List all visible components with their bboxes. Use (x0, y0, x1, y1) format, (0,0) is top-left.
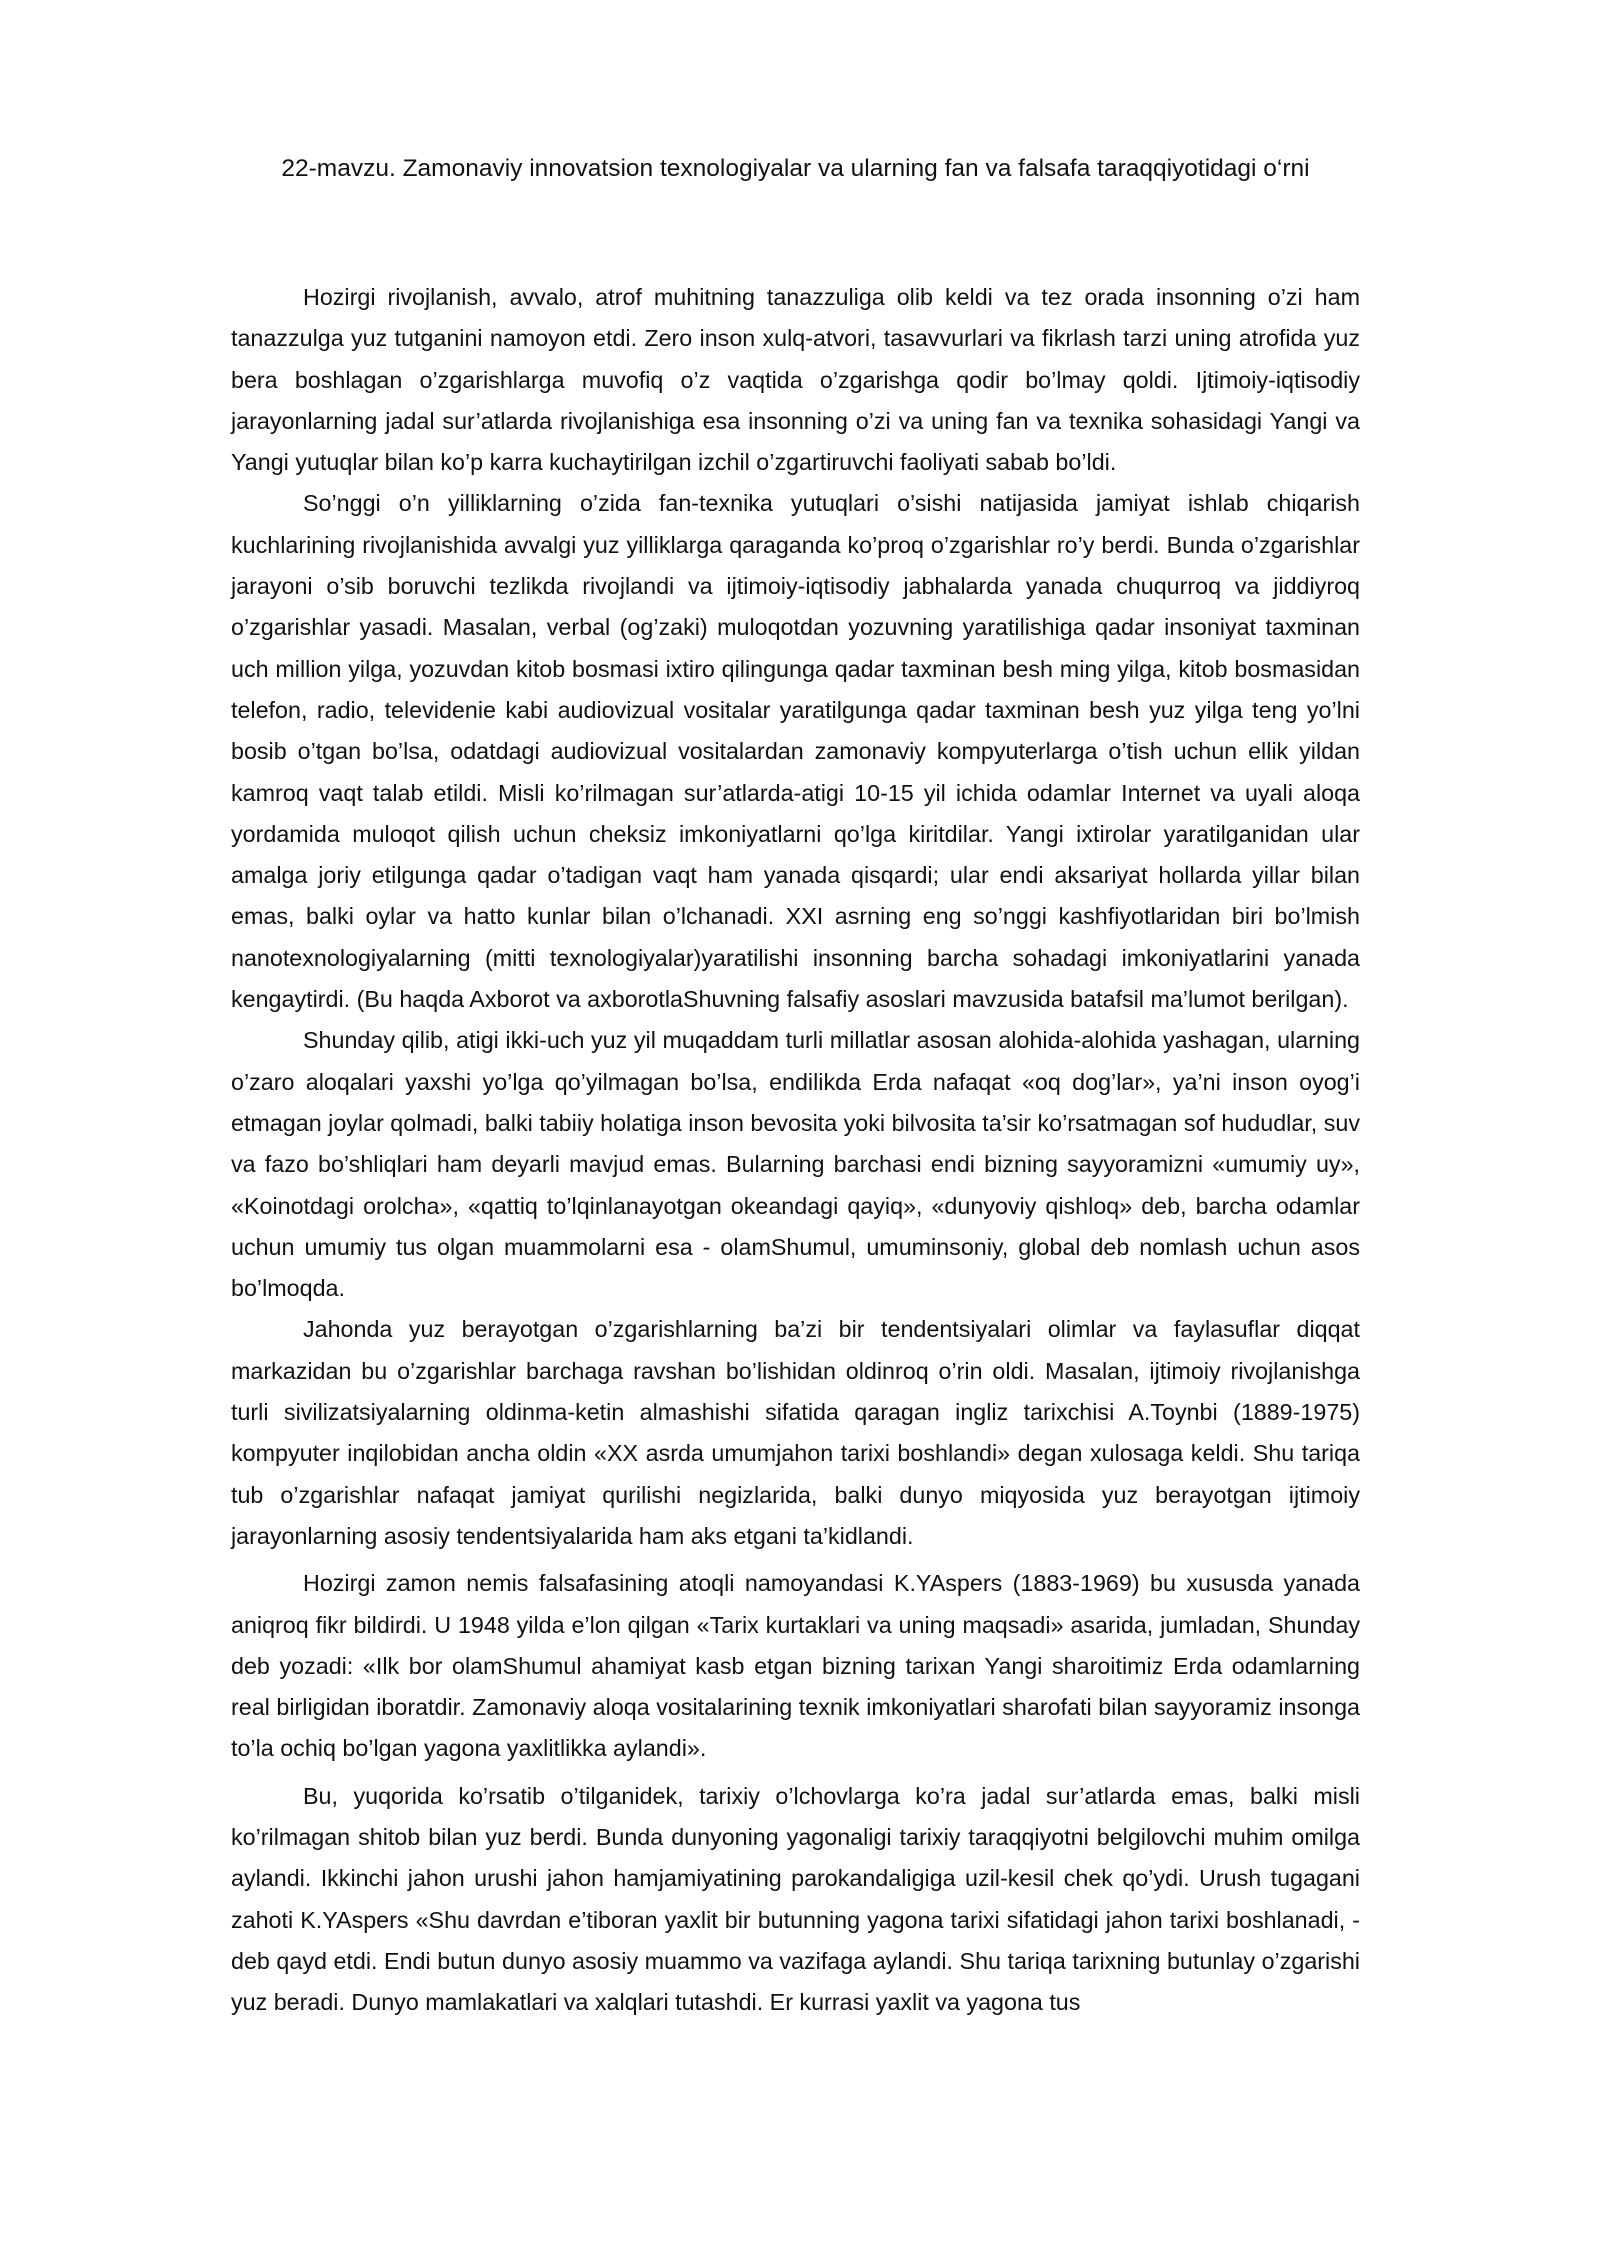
paragraph-6: Bu, yuqorida ko’rsatib o’tilganidek, tarixiy o’lchovlarga ko’ra jadal sur’atlarda emas, balki misli ko’rilmagan shitob bilan yuz berdi. Bunda dunyoning yagonaligi tarixiy taraqqiyotni belgilovchi muhim omilga aylandi. Ikkinchi jahon urushi jahon hamjamiyatining parokandaligiga uzil-kesil chek qo’ydi. Urush tugagani zahoti K.YAspers «Shu davrdan e’tiboran yaxlit bir butunning yagona tarixi sifatidagi jahon tarixi boshlanadi, - deb qayd etdi. Endi butun dunyo asosiy muammo va vazifaga aylandi. Shu tariqa tarixning butunlay o’zgarishi yuz beradi. Dunyo mamlakatlari va xalqlari tutashdi. Er kurrasi yaxlit va yagona tus (231, 1782, 1360, 2016)
paragraph-5: Hozirgi zamon nemis falsafasining atoqli namoyandasi K.YAspers (1883-1969) bu xususda yanada aniqroq fikr bildirdi. U 1948 yilda e’lon qilgan «Tarix kurtaklari va uning maqsadi» asarida, jumladan, Shunday deb yozadi: «Ilk bor olamShumul ahamiyat kasb etgan bizning tarixan Yangi sharoitimiz Erda odamlarning real birligidan iboratdir. Zamonaviy aloqa vositalarining texnik imkoniyatlari sharofati bilan sayyoramiz insonga to’la ochiq bo’lgan yagona yaxlitlikka aylandi». (231, 1570, 1360, 1762)
paragraph-3: Shunday qilib, atigi ikki-uch yuz yil muqaddam turli millatlar asosan alohida-alohida yashagan, ularning o’zaro aloqalari yaxshi yo’lga qo’yilmagan bo’lsa, endilikda Erda nafaqat «oq dog’lar», ya’ni inson oyog’i etmagan joylar qolmadi, balki tabiiy holatiga inson bevosita yoki bilvosita ta’sir ko’rsatmagan sof hududlar, suv va fazo bo’shliqlari ham deyarli mavjud emas. Bularning barchasi endi bizning sayyoramizni «umumiy uy», «Koinotdagi orolcha», «qattiq to’lqinlanayotgan okeandagi qayiq», «dunyoviy qishloq» deb, barcha odamlar uchun umumiy tus olgan muammolarni esa - olamShumul, umuminsoniy, global deb nomlash uchun asos bo’lmoqda. (231, 1027, 1360, 1302)
paragraph-4: Jahonda yuz berayotgan o’zgarishlarning ba’zi bir tendentsiyalari olimlar va faylasuflar diqqat markazidan bu o’zgarishlar barchaga ravshan bo’lishidan oldinroq o’rin oldi. Masalan, ijtimoiy rivojlanishga turli sivilizatsiyalarning oldinma-ketin almashishi sifatida qaragan ingliz tarixchisi A.Toynbi (1889-1975) kompyuter inqilobidan ancha oldin «XX asrda umumjahon tarixi boshlandi» degan xulosaga keldi. Shu tariqa tub o’zgarishlar nafaqat jamiyat qurilishi negizlarida, balki dunyo miqyosida yuz berayotgan ijtimoiy jarayonlarning asosiy tendentsiyalarida ham aks etgani ta’kidlandi. (231, 1316, 1360, 1549)
paragraph-1: Hozirgi rivojlanish, avvalo, atrof muhitning tanazzuliga olib keldi va tez orada insonning o’zi ham tanazzulga yuz tutganini namoyon etdi. Zero inson xulq-atvori, tasavvurlari va fikrlash tarzi uning atrofida yuz bera boshlagan o’zgarishlarga muvofiq o’z vaqtida o’zgarishga qodir bo’lmay qoldi. Ijtimoiy-iqtisodiy jarayonlarning jadal sur’atlarda rivojlanishiga esa insonning o’zi va uning fan va texnika sohasidagi Yangi va Yangi yutuqlar bilan ko’p karra kuchaytirilgan izchil o’zgartiruvchi faoliyati sabab bo’ldi. (231, 284, 1360, 476)
document-page (231, 0, 1360, 2262)
paragraph-2: So’nggi o’n yilliklarning o’zida fan-texnika yutuqlari o’sishi natijasida jamiyat ishlab chiqarish kuchlarining rivojlanishida avvalgi yuz yilliklarga qaraganda ko’proq o’zgarishlar ro’y berdi. Bunda o’zgarishlar jarayoni o’sib boruvchi tezlikda rivojlandi va ijtimoiy-iqtisodiy jabhalarda yanada chuqurroq va jiddiyroq o’zgarishlar yasadi. Masalan, verbal (og’zaki) muloqotdan yozuvning yaratilishiga qadar insoniyat taxminan uch million yilga, yozuvdan kitob bosmasi ixtiro qilingunga qadar taxminan besh ming yilga, kitob bosmasidan telefon, radio, televidenie kabi audiovizual vositalar yaratilgunga qadar taxminan besh yuz yilga teng yo’lni bosib o’tgan bo’lsa, odatdagi audiovizual vositalardan zamonaviy kompyuterlarga o’tish uchun ellik yildan kamroq vaqt talab etildi. Misli ko’rilmagan sur’atlarda-atigi 10-15 yil ichida odamlar Internet va uyali aloqa yordamida muloqot qilish uchun cheksiz imkoniyatlarni qo’lga kiritdilar. Yangi ixtirolar yaratilganidan ular amalga joriy etilgunga qadar o’tadigan vaqt ham yanada qisqardi; ular endi aksariyat hollarda yillar bilan emas, balki oylar va hatto kunlar bilan o’lchanadi. XXI asrning eng so’nggi kashfiyotlaridan biri bo’lmish nanotexnologiyalarning (mitti texnologiyalar)yaratilishi insonning barcha sohadagi imkoniyatlarini yanada kengaytirdi. (Bu haqda Axborot va axborotlaShuvning falsafiy asoslari mavzusida batafsil ma’lumot berilgan). (231, 490, 1360, 1013)
document-title: 22-mavzu. Zamonaviy innovatsion texnologiyalar va ularning fan va falsafa taraqqiyotidagi o‘rni (281, 155, 1310, 182)
document-body (231, 277, 1360, 2023)
